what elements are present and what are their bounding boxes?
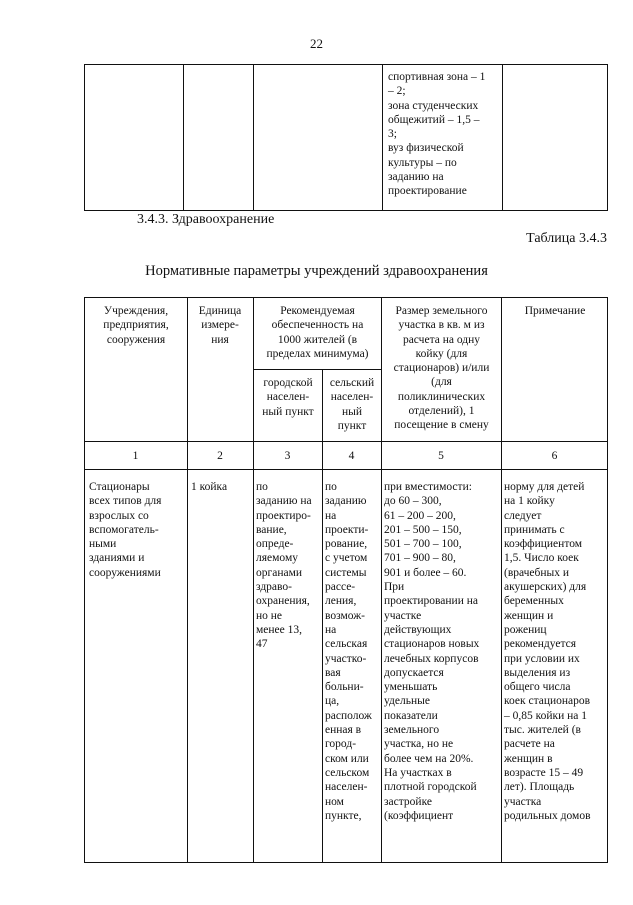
continuation-table-frame	[84, 64, 608, 211]
header-bottom-line	[84, 441, 608, 442]
cell-urban-norm: по заданию на проектиро- вание, опреде- ляемому органами здраво- охранения, но не менее 13, 47	[256, 481, 312, 651]
cell-institution: Стационары всех типов для взрослых со вспомогатель- ными зданиями и сооружениями	[89, 481, 162, 579]
cell-land-plot: при вместимости: до 60 – 300, 61 – 200 – 200, 201 – 500 – 150, 501 – 700 – 100, 701 – 900 – 80, 901 и более – 60. При проектировании на участке действующих стационаров новых лечебных корпусов допускается уменьшать удельные показатели земельного участка, но не более чем на 20%. На участках в плотной городской застройке (коэффициент	[384, 481, 480, 822]
page-number: 22	[310, 36, 323, 51]
column-number: 3	[284, 450, 291, 462]
header-rural-settlement: сельский населен- ный пункт	[329, 377, 375, 432]
column-divider	[381, 297, 382, 863]
column-number-row-line	[84, 469, 608, 470]
header-institutions: Учреждения, предприятия, сооружения	[103, 305, 169, 346]
continuation-cell-text: спортивная зона – 1 – 2; зона студенческих общежитий – 1,5 – 3; вуз физической культуры – по заданию на проектирование	[388, 71, 486, 198]
column-divider	[183, 64, 184, 211]
header-unit: Единица измере- ния	[198, 305, 242, 346]
header-urban-settlement: городской населен- ный пункт	[262, 377, 314, 418]
cell-unit: 1 койка	[191, 481, 228, 493]
cell-rural-norm: по заданию на проекти- рование, с учетом системы рассе- ления, возмож- на сельская участко- вая больни- ца, располож енная в город- ском или сельском населен- ном пункте,	[325, 481, 372, 822]
column-divider	[253, 64, 254, 211]
column-number: 4	[348, 450, 355, 462]
table-label: Таблица 3.4.3	[526, 231, 607, 246]
column-number: 6	[551, 450, 558, 462]
column-number: 1	[132, 450, 139, 462]
column-divider	[502, 64, 503, 211]
subheader-divider	[253, 369, 381, 370]
column-divider	[187, 297, 188, 863]
column-divider	[501, 297, 502, 863]
header-note: Примечание	[524, 305, 586, 317]
column-number: 2	[217, 450, 223, 462]
column-number: 5	[438, 450, 444, 462]
table-title: Нормативные параметры учреждений здравоохранения	[145, 263, 488, 279]
column-divider	[382, 64, 383, 211]
column-divider	[253, 297, 254, 863]
health-facilities-table	[84, 297, 608, 863]
header-land-plot-size: Размер земельного участка в кв. м из расчета на одну койку (для стационаров) и/или (для поликлинических отделений), 1 посещение в смену	[393, 305, 490, 432]
continuation-table	[84, 64, 608, 211]
column-divider	[322, 369, 323, 863]
cell-note: норму для детей на 1 койку следует принимать с коэффициентом 1,5. Число коек (врачебных и акушерских) для беременных женщин и рожениц рекомендуется при условии их выделения из общего числа коек стационаров – 0,85 койки на 1 тыс. жителей (в расчете на женщин в возрасте 15 – 49 лет). Площадь участка родильных домов	[504, 481, 591, 822]
header-recommended-provision: Рекомендуемая обеспеченность на 1000 жителей (в пределах минимума)	[266, 305, 369, 360]
section-heading: 3.4.3. Здравоохранение	[137, 212, 275, 227]
